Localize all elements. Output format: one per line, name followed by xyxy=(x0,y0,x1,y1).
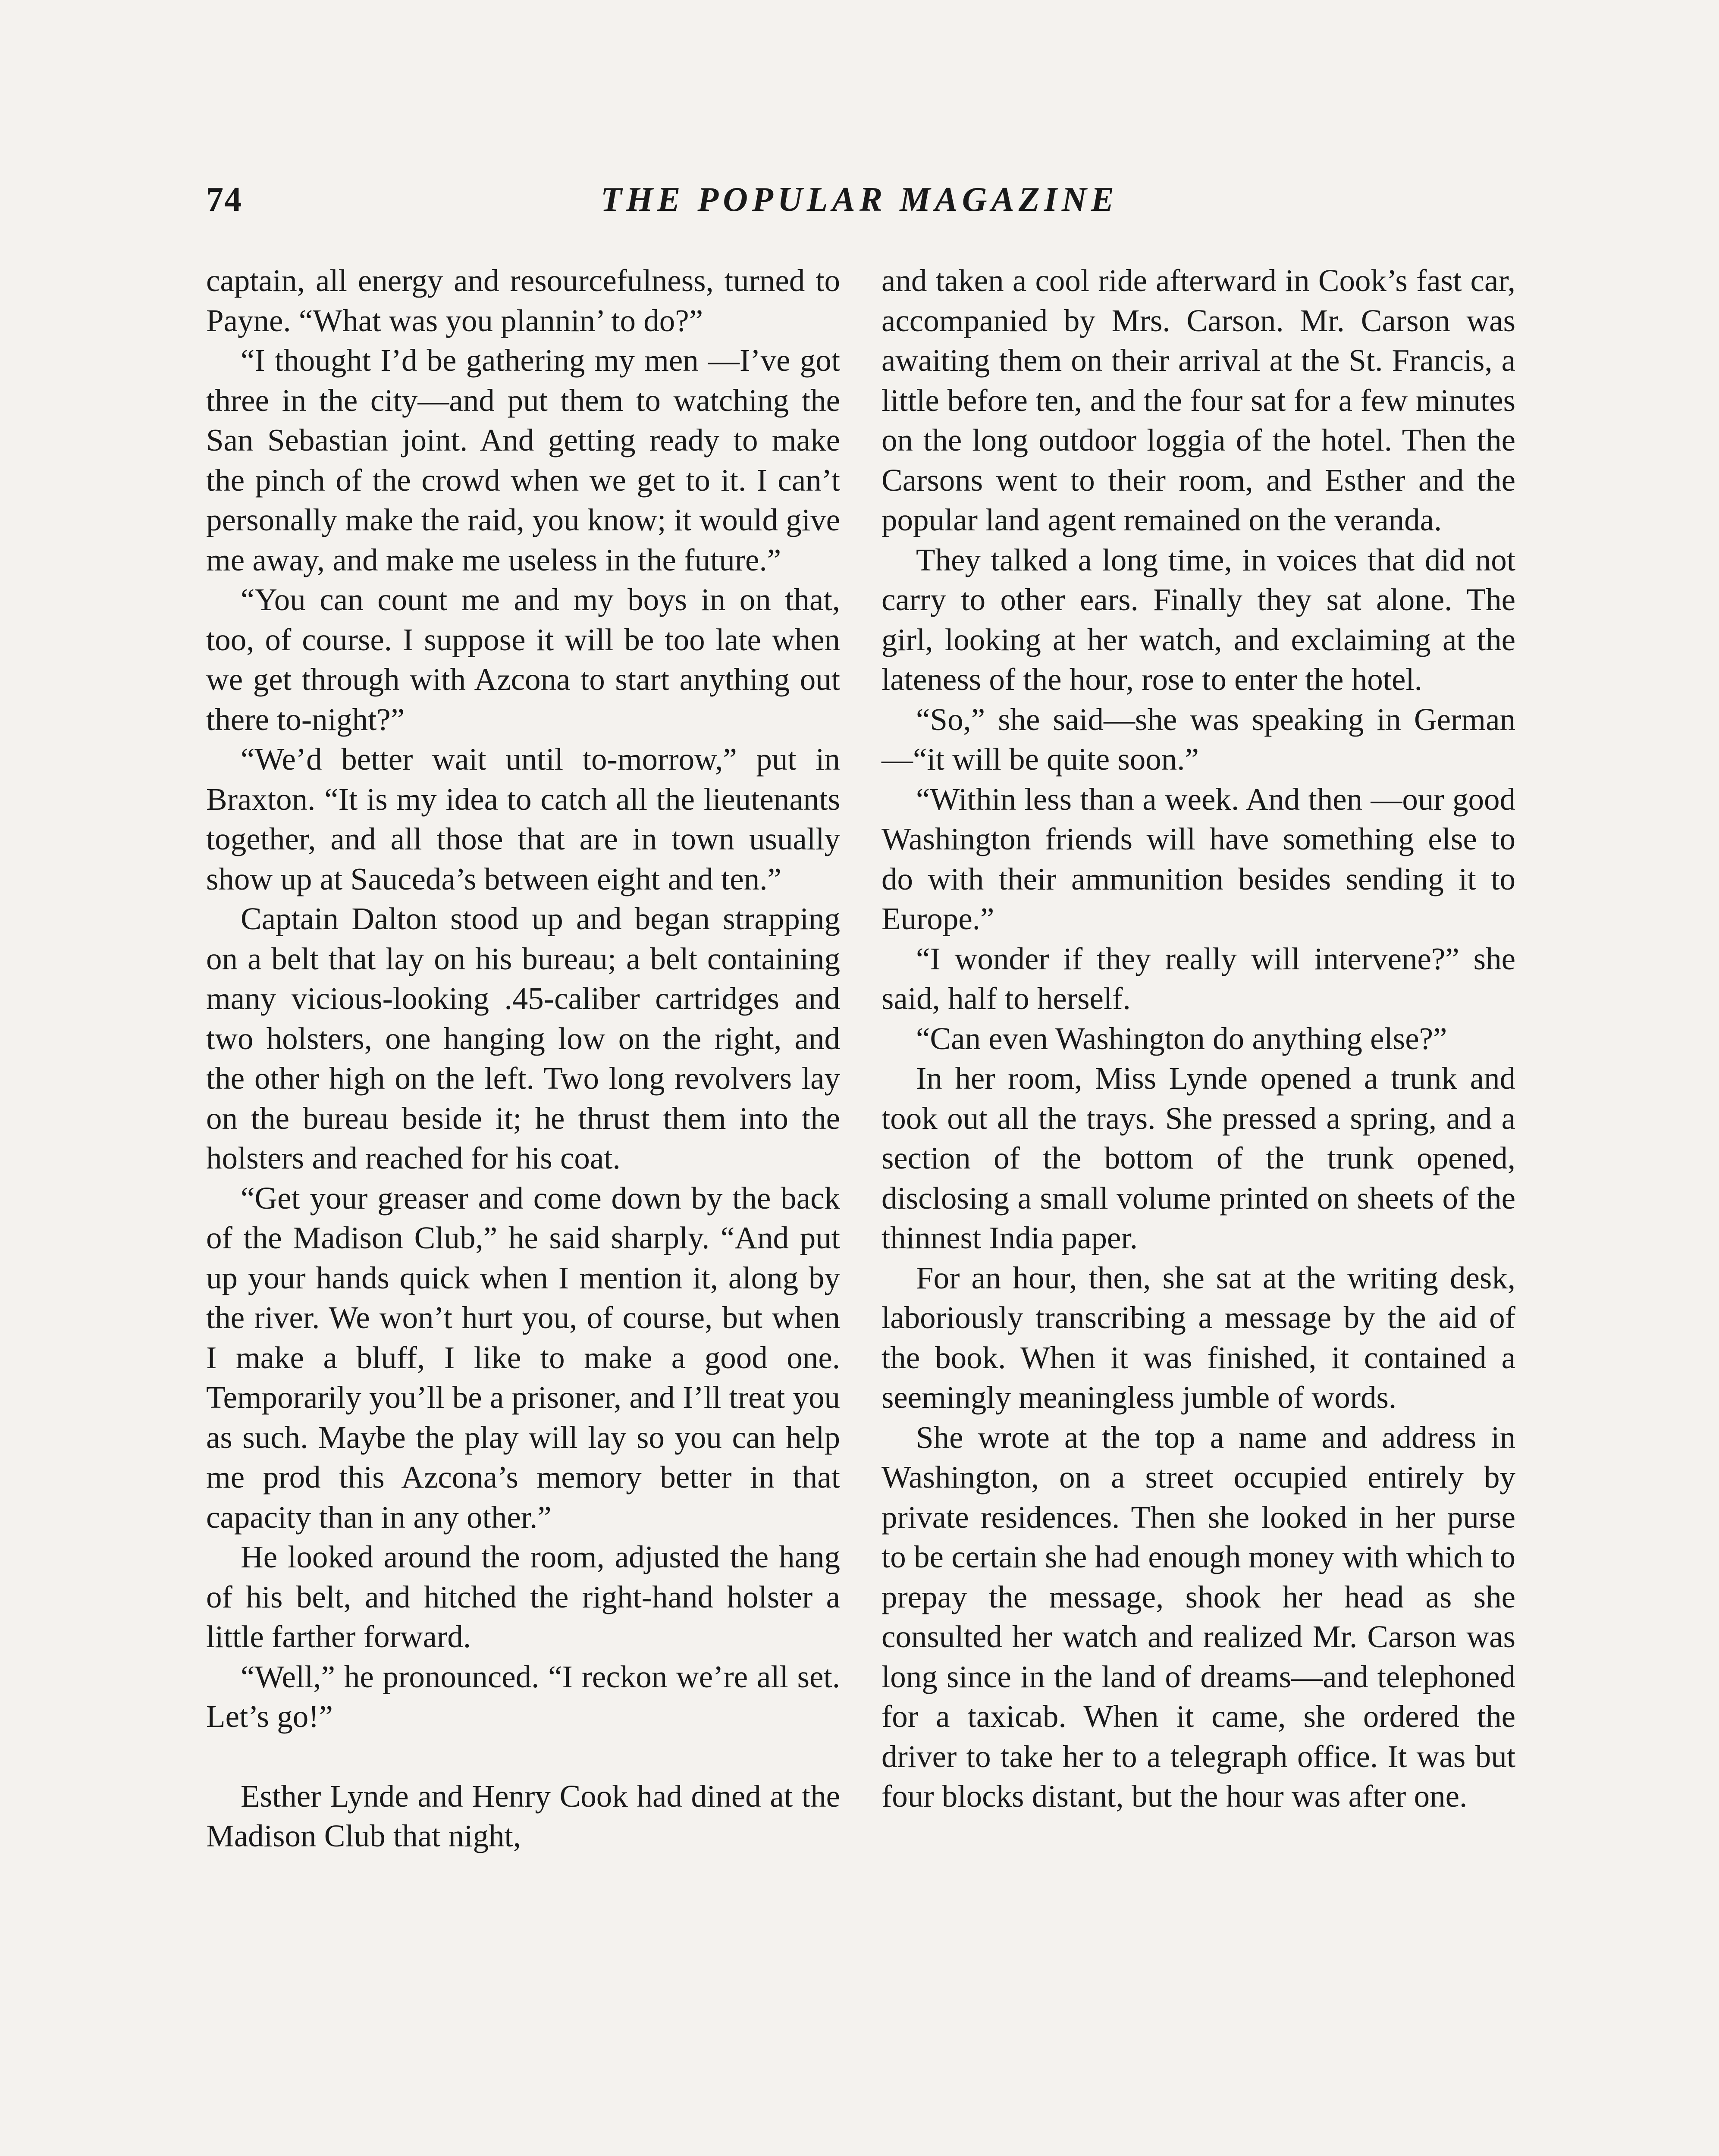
paragraph: He looked around the room, adjusted the hang of his belt, and hitched the right-hand holster a little farther forward. xyxy=(206,1539,840,1654)
paragraph: Captain Dalton stood up and began strapping on a belt that lay on his bureau; a belt containing many vicious-looking .45-caliber cartridges and two holsters, one hanging low on the right, and the other high on the left. Two long revolvers lay on the bureau beside it; he thrust them into the holsters and reached for his coat. xyxy=(206,901,840,1175)
paragraph: “I thought I’d be gathering my men —I’ve got three in the city—and put them to watching the San Sebastian joint. And getting ready to make the pinch of the crowd when we get to it. I can’t personally make the raid, you know; it would give me away, and make me useless in the future.” xyxy=(206,343,840,577)
page-number: 74 xyxy=(206,181,242,219)
paragraph: Esther Lynde and Henry Cook had dined at the Madison Club that night, xyxy=(206,1778,840,1853)
paragraph: “Get your greaser and come down by the back of the Madison Club,” he said sharply. “And put up your hands quick when I mention it, along by the river. We won’t hurt you, of course, but when I make a bluff, I like to make a good one. Temporarily you’ll be a prisoner, and I’ll treat you as such. Maybe the play will lay so you can help me prod this Azcona’s memory better in that capacity than in any other.” xyxy=(206,1180,840,1535)
paragraph: captain, all energy and resourcefulness, turned to Payne. “What was you plannin’ to do?” xyxy=(206,263,840,338)
paragraph: and taken a cool ride afterward in Cook’s fast car, accompanied by Mrs. Carson. Mr. Carson was awaiting them on their arrival at the St. Francis, a little before ten, and the four sat for a few minutes on the long outdoor loggia of the hotel. Then the Carsons went to their room, and Esther and the popular land agent remained on the veranda. xyxy=(881,263,1515,537)
paragraph: “We’d better wait until to-morrow,” put in Braxton. “It is my idea to catch all the lieutenants together, and all those that are in town usually show up at Sauceda’s between eight and ten.” xyxy=(206,742,840,896)
paragraph: “Can even Washington do anything else?” xyxy=(916,1021,1447,1056)
left-text-column xyxy=(206,261,840,1856)
paragraph: “Well,” he pronounced. “I reckon we’re all set. Let’s go!” xyxy=(206,1659,840,1734)
running-header: THE POPULAR MAGAZINE xyxy=(600,181,1119,219)
paragraph: They talked a long time, in voices that did not carry to other ears. Finally they sat alone. The girl, looking at her watch, and exclaiming at the lateness of the hour, rose to enter the hotel. xyxy=(881,542,1515,697)
paragraph: “So,” she said—she was speaking in German—“it will be quite soon.” xyxy=(881,702,1515,777)
paragraph: “Within less than a week. And then —our good Washington friends will have something else to do with their ammunition besides sending it to Europe.” xyxy=(881,781,1515,936)
paragraph: “You can count me and my boys in on that, too, of course. I suppose it will be too late when we get through with Azcona to start anything out there to-night?” xyxy=(206,582,840,737)
paragraph: In her room, Miss Lynde opened a trunk and took out all the trays. She pressed a spring, and a section of the bottom of the trunk opened, disclosing a small volume printed on sheets of the thinnest India paper. xyxy=(881,1061,1515,1255)
paragraph: “I wonder if they really will intervene?” she said, half to herself. xyxy=(881,941,1515,1016)
paragraph: For an hour, then, she sat at the writing desk, laboriously transcribing a message by the aid of the book. When it was finished, it contained a seemingly meaningless jumble of words. xyxy=(881,1260,1515,1415)
paragraph: She wrote at the top a name and address in Washington, on a street occupied entirely by private residences. Then she looked in her purse to be certain she had enough money with which to prepay the message, shook her head as she consulted her watch and realized Mr. Carson was long since in the land of dreams—and telephoned for a taxicab. When it came, she ordered the driver to take her to a telegraph office. It was but four blocks distant, but the hour was after one. xyxy=(881,1420,1515,1814)
right-text-column xyxy=(881,261,1515,1817)
